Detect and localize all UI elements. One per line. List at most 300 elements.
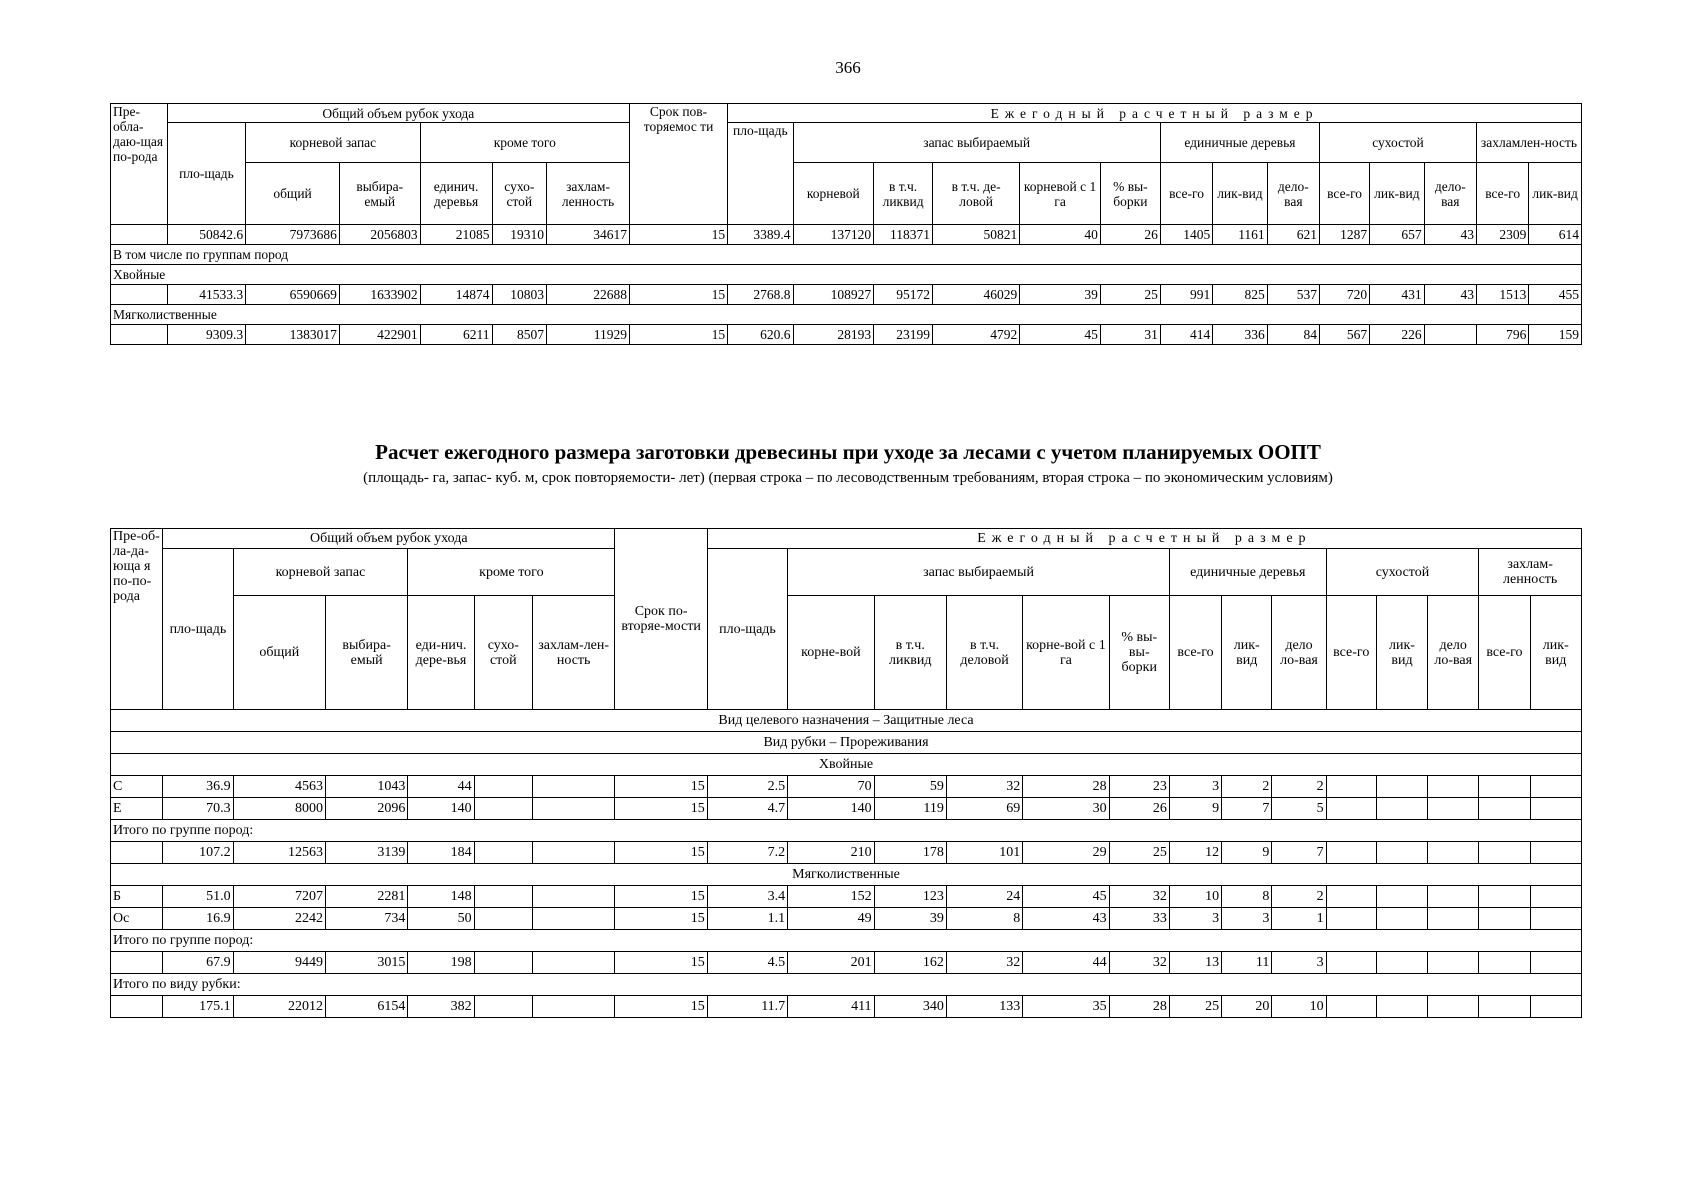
table-cell: 2056803 (339, 225, 420, 245)
table-cell: 4.5 (707, 952, 787, 974)
table-cell (1479, 776, 1530, 798)
table-cell: 2.5 (707, 776, 787, 798)
section-header-row (111, 732, 1582, 754)
table-cell (532, 996, 614, 1018)
table-cell: 133 (946, 996, 1022, 1018)
table-cell: 140 (408, 798, 474, 820)
table-cell: 26 (1109, 798, 1169, 820)
header-single-total: все-го (1160, 163, 1212, 225)
table-cell: С (111, 776, 163, 798)
table-row (111, 952, 1582, 974)
table-cell: 2281 (325, 886, 407, 908)
header-litter-volume: захлам-ленность (547, 163, 630, 225)
table-cell: 825 (1213, 285, 1268, 305)
table-cell (474, 952, 532, 974)
header-single: единич. деревья (420, 163, 492, 225)
table-cell: 28 (1109, 996, 1169, 1018)
table-cell: 118371 (874, 225, 933, 245)
table-cell: 25 (1169, 996, 1221, 1018)
table-cell: 22012 (233, 996, 325, 1018)
table-cell: 1287 (1320, 225, 1370, 245)
table-cell (1479, 886, 1530, 908)
table-cell: 84 (1267, 325, 1319, 345)
header-single-business: дело-вая (1267, 163, 1319, 225)
table-cell: 1513 (1476, 285, 1528, 305)
table-cell (474, 996, 532, 1018)
table-cell: 28 (1023, 776, 1109, 798)
header-root: корне-вой (788, 596, 874, 710)
header-dead-total: все-го (1326, 596, 1376, 710)
table-cell: 44 (1023, 952, 1109, 974)
table-cell: 6211 (420, 325, 492, 345)
table-cell: 8000 (233, 798, 325, 820)
table-cell (532, 776, 614, 798)
header-dead: сухо-стой (474, 596, 532, 710)
table-cell (111, 996, 163, 1018)
table-cell: 15 (615, 776, 707, 798)
table-row (111, 325, 1582, 345)
table-cell: 6590669 (246, 285, 340, 305)
table-cell: 2242 (233, 908, 325, 930)
table-cell: 12 (1169, 842, 1221, 864)
table-cell: 43 (1424, 225, 1476, 245)
table-cell: 198 (408, 952, 474, 974)
table-cell: 15 (615, 908, 707, 930)
table-row (111, 798, 1582, 820)
group-label-row (111, 265, 1582, 285)
table-cell: 13 (1169, 952, 1221, 974)
table-cell: 107.2 (163, 842, 233, 864)
header-litter-liquid: лик-вид (1530, 596, 1581, 710)
section-header-row (111, 710, 1582, 732)
header-percent-selection: % вы-вы-борки (1109, 596, 1169, 710)
header-root-per-ha: корне-вой с 1 га (1023, 596, 1109, 710)
table-cell: 15 (615, 798, 707, 820)
table-cell (1376, 776, 1427, 798)
table-cell: 620.6 (728, 325, 793, 345)
table-cell: 6154 (325, 996, 407, 1018)
group-label-row (111, 974, 1582, 996)
table-cell (474, 908, 532, 930)
header-litter: захламлен-ность (1476, 123, 1581, 163)
table-cell (1479, 798, 1530, 820)
section-header-row (111, 864, 1582, 886)
table-cell: 40 (1020, 225, 1101, 245)
table-cell (532, 886, 614, 908)
table-cell: 1.1 (707, 908, 787, 930)
table-cell: 45 (1020, 325, 1101, 345)
table-cell: 25 (1109, 842, 1169, 864)
header-annual-area: пло-щадь (707, 549, 787, 710)
table-cell: 3 (1169, 776, 1221, 798)
table-cell: 422901 (339, 325, 420, 345)
table-cell (111, 842, 163, 864)
table-cell: 15 (615, 842, 707, 864)
group-label: Итого по виду рубки: (111, 974, 1582, 996)
table-cell: 178 (874, 842, 946, 864)
header-single-business: дело ло-вая (1272, 596, 1326, 710)
table-cell: Б (111, 886, 163, 908)
table-cell: 5 (1272, 798, 1326, 820)
table-cell: 15 (629, 285, 727, 305)
table-cell: 12563 (233, 842, 325, 864)
table-cell: 2 (1272, 776, 1326, 798)
header-percent-selection: % вы-борки (1100, 163, 1160, 225)
table-cell (1530, 776, 1581, 798)
table-cell: 15 (629, 325, 727, 345)
section-header: Мягколиственные (111, 864, 1582, 886)
table-cell: 796 (1476, 325, 1528, 345)
header-total-volume: Общий объем рубок ухода (167, 104, 629, 123)
table-cell: 119 (874, 798, 946, 820)
table-cell: 41533.3 (167, 285, 245, 305)
page-title: Расчет ежегодного размера заготовки древесины при уходе за лесами с учетом планируемых ООПТ (375, 440, 1321, 464)
table-cell: 3.4 (707, 886, 787, 908)
header-repeat-period: Срок по-вторяе-мости (615, 529, 707, 710)
table-cell: 3 (1169, 908, 1221, 930)
table-cell: 8507 (492, 325, 547, 345)
table-cell: 28193 (793, 325, 874, 345)
table-cell: 1383017 (246, 325, 340, 345)
felling-calculation-table (110, 528, 1582, 1018)
table-cell: 101 (946, 842, 1022, 864)
table-cell: 44 (408, 776, 474, 798)
table-cell (1530, 842, 1581, 864)
table-cell: 11 (1222, 952, 1272, 974)
table-cell: 3 (1272, 952, 1326, 974)
table-cell: 226 (1370, 325, 1425, 345)
table-cell: 32 (946, 952, 1022, 974)
header-root-stock: корневой запас (246, 123, 420, 163)
table-cell: 175.1 (163, 996, 233, 1018)
table-cell (1479, 908, 1530, 930)
header-general: общий (233, 596, 325, 710)
header-besides: кроме того (420, 123, 629, 163)
table-cell (1376, 842, 1427, 864)
table-cell: 2309 (1476, 225, 1528, 245)
header-dead-business: дело ло-вая (1428, 596, 1479, 710)
table-cell: 567 (1320, 325, 1370, 345)
table-cell: 7.2 (707, 842, 787, 864)
table-cell: 32 (946, 776, 1022, 798)
table-cell: 36.9 (163, 776, 233, 798)
table-cell: 3 (1222, 908, 1272, 930)
table-cell: 1 (1272, 908, 1326, 930)
table-cell: 23 (1109, 776, 1169, 798)
header-single-liquid: лик-вид (1213, 163, 1268, 225)
table-cell (1428, 886, 1479, 908)
table-cell (1479, 996, 1530, 1018)
table-cell: 32 (1109, 886, 1169, 908)
page-number: 366 (835, 58, 861, 77)
table-cell: 15 (629, 225, 727, 245)
table-cell (1326, 996, 1376, 1018)
table-cell (1479, 952, 1530, 974)
table-row (111, 886, 1582, 908)
table-row (111, 225, 1582, 245)
table-cell (111, 225, 168, 245)
table-cell: 537 (1267, 285, 1319, 305)
table-cell: 22688 (547, 285, 630, 305)
table-cell (1479, 842, 1530, 864)
table-cell (474, 798, 532, 820)
header-single-total: все-го (1169, 596, 1221, 710)
header-litter: захлам-ленность (1479, 549, 1582, 596)
header-stock-selected: запас выбираемый (793, 123, 1160, 163)
table-cell (1326, 842, 1376, 864)
table-cell (1530, 908, 1581, 930)
table-cell: 184 (408, 842, 474, 864)
group-label: Хвойные (111, 265, 1582, 285)
table-cell: 14874 (420, 285, 492, 305)
table-cell (1326, 952, 1376, 974)
section-header-row (111, 754, 1582, 776)
table-cell: 20 (1222, 996, 1272, 1018)
table-cell: 32 (1109, 952, 1169, 974)
header-area: пло-щадь (163, 549, 233, 710)
table-cell: 39 (874, 908, 946, 930)
table-cell: 162 (874, 952, 946, 974)
table-cell: 9449 (233, 952, 325, 974)
table-cell: 734 (325, 908, 407, 930)
table-cell (1428, 952, 1479, 974)
group-label-row (111, 305, 1582, 325)
table-cell: 50 (408, 908, 474, 930)
header-repeat-period: Срок пов-торяемос ти (629, 104, 727, 225)
table-cell: 140 (788, 798, 874, 820)
table-cell (532, 798, 614, 820)
header-dead-total: все-го (1320, 163, 1370, 225)
table-cell: 4792 (933, 325, 1020, 345)
table-cell (1326, 798, 1376, 820)
table-cell (1530, 996, 1581, 1018)
header-dead-wood: сухостой (1326, 549, 1479, 596)
table-cell (1376, 886, 1427, 908)
table-cell (1530, 952, 1581, 974)
table-cell (1326, 776, 1376, 798)
group-label-row (111, 245, 1582, 265)
table-cell: 25 (1100, 285, 1160, 305)
table-cell: 50842.6 (167, 225, 245, 245)
felling-summary-table (110, 103, 1582, 345)
table-cell: 1161 (1213, 225, 1268, 245)
table-cell: 2096 (325, 798, 407, 820)
header-annual-size: Ежегодный расчетный размер (728, 104, 1582, 123)
table-cell (111, 285, 168, 305)
header-business: в т.ч. деловой (946, 596, 1022, 710)
header-predominant-species: Пре-об-ла-да-юща я по-по-рода (111, 529, 163, 710)
group-label: Итого по группе пород: (111, 930, 1582, 952)
table-cell: 31 (1100, 325, 1160, 345)
table-row (111, 776, 1582, 798)
table-cell: 720 (1320, 285, 1370, 305)
table-cell: 49 (788, 908, 874, 930)
table-cell: 7973686 (246, 225, 340, 245)
table-cell (1530, 886, 1581, 908)
header-root-stock: корневой запас (233, 549, 408, 596)
table-cell (1376, 908, 1427, 930)
header-selected: выбира-емый (339, 163, 420, 225)
table-row (111, 908, 1582, 930)
table-cell (1428, 842, 1479, 864)
table-row (111, 996, 1582, 1018)
table-cell (1428, 776, 1479, 798)
table-cell: 1043 (325, 776, 407, 798)
header-total-volume: Общий объем рубок ухода (163, 529, 615, 549)
header-litter-total: все-го (1479, 596, 1530, 710)
table-cell: 159 (1529, 325, 1582, 345)
header-dead-business: дело-вая (1424, 163, 1476, 225)
table-cell: 35 (1023, 996, 1109, 1018)
table-cell: 10 (1272, 996, 1326, 1018)
table-cell: 21085 (420, 225, 492, 245)
table-cell: 7 (1222, 798, 1272, 820)
table-cell: 382 (408, 996, 474, 1018)
table-cell: 11.7 (707, 996, 787, 1018)
table-cell: 39 (1020, 285, 1101, 305)
table-cell (1530, 798, 1581, 820)
table-cell (532, 842, 614, 864)
table-cell: 3015 (325, 952, 407, 974)
table-cell: 614 (1529, 225, 1582, 245)
table-cell: 8 (1222, 886, 1272, 908)
table-cell (1428, 996, 1479, 1018)
table-cell: 8 (946, 908, 1022, 930)
table-cell: 95172 (874, 285, 933, 305)
table-cell: 7207 (233, 886, 325, 908)
table-cell (532, 952, 614, 974)
table-cell: 991 (1160, 285, 1212, 305)
table-cell (1428, 908, 1479, 930)
page-subtitle: (площадь- га, запас- куб. м, срок повторяемости- лет) (первая строка – по лесоводственным требованиям, вторая строка – по экономическим условиям) (363, 470, 1333, 486)
header-annual-size: Ежегодный расчетный размер (707, 529, 1581, 549)
table-cell (474, 842, 532, 864)
table-cell: 43 (1023, 908, 1109, 930)
header-dead-wood: сухостой (1320, 123, 1477, 163)
header-litter-total: все-го (1476, 163, 1528, 225)
table-cell: 11929 (547, 325, 630, 345)
table-cell: 137120 (793, 225, 874, 245)
table-cell (474, 776, 532, 798)
table-cell: 108927 (793, 285, 874, 305)
table-cell: 2 (1222, 776, 1272, 798)
table-cell: 9309.3 (167, 325, 245, 345)
header-litter-volume: захлам-лен-ность (532, 596, 614, 710)
table-cell: 23199 (874, 325, 933, 345)
section-header: Хвойные (111, 754, 1582, 776)
header-root-per-ha: корневой с 1 га (1020, 163, 1101, 225)
header-single-liquid: лик-вид (1222, 596, 1272, 710)
table-cell: 50821 (933, 225, 1020, 245)
table-cell: 24 (946, 886, 1022, 908)
table-cell: 15 (615, 952, 707, 974)
table-cell: 414 (1160, 325, 1212, 345)
header-general: общий (246, 163, 340, 225)
table-cell (532, 908, 614, 930)
table-cell: 621 (1267, 225, 1319, 245)
table-cell (474, 886, 532, 908)
table-cell: 123 (874, 886, 946, 908)
table-cell (1326, 908, 1376, 930)
table-cell: 34617 (547, 225, 630, 245)
table-cell: 411 (788, 996, 874, 1018)
header-single-trees: единичные деревья (1160, 123, 1319, 163)
table-cell: 3139 (325, 842, 407, 864)
table-cell: 67.9 (163, 952, 233, 974)
group-label: Мягколиственные (111, 305, 1582, 325)
table-cell: Ос (111, 908, 163, 930)
table-cell: 59 (874, 776, 946, 798)
table-cell: 15 (615, 886, 707, 908)
table-cell: 70.3 (163, 798, 233, 820)
table-cell: 30 (1023, 798, 1109, 820)
table-cell: 4563 (233, 776, 325, 798)
header-dead-liquid: лик-вид (1376, 596, 1427, 710)
group-label: Итого по группе пород: (111, 820, 1582, 842)
section-header: Вид рубки – Прореживания (111, 732, 1582, 754)
table-cell (1376, 996, 1427, 1018)
table-cell (1326, 886, 1376, 908)
table-cell: 431 (1370, 285, 1425, 305)
table-cell: 10803 (492, 285, 547, 305)
table-cell: 10 (1169, 886, 1221, 908)
header-dead-liquid: лик-вид (1370, 163, 1425, 225)
group-label-row (111, 820, 1582, 842)
section-header: Вид целевого назначения – Защитные леса (111, 710, 1582, 732)
table-cell (111, 952, 163, 974)
table-cell: 3389.4 (728, 225, 793, 245)
table-cell: 2768.8 (728, 285, 793, 305)
table-row (111, 842, 1582, 864)
header-single-trees: единичные деревья (1169, 549, 1326, 596)
table-cell: 45 (1023, 886, 1109, 908)
header-area: пло-щадь (167, 123, 245, 225)
table-cell: 657 (1370, 225, 1425, 245)
header-dead: сухо-стой (492, 163, 547, 225)
header-stock-selected: запас выбираемый (788, 549, 1170, 596)
table-cell: 19310 (492, 225, 547, 245)
table-cell: 70 (788, 776, 874, 798)
table-cell: 340 (874, 996, 946, 1018)
table-cell: 43 (1424, 285, 1476, 305)
header-liquid: в т.ч. ликвид (874, 596, 946, 710)
table-cell: 2 (1272, 886, 1326, 908)
table-cell: 9 (1222, 842, 1272, 864)
table-cell: 7 (1272, 842, 1326, 864)
table-cell: 51.0 (163, 886, 233, 908)
table-cell: 336 (1213, 325, 1268, 345)
table-cell: 201 (788, 952, 874, 974)
header-business: в т.ч. де-ловой (933, 163, 1020, 225)
table-cell: Е (111, 798, 163, 820)
table-cell: 210 (788, 842, 874, 864)
table-cell: 16.9 (163, 908, 233, 930)
header-selected: выбира-емый (325, 596, 407, 710)
table-cell (1424, 325, 1476, 345)
table-cell (1428, 798, 1479, 820)
table-cell: 1405 (1160, 225, 1212, 245)
header-root: корневой (793, 163, 874, 225)
table-cell: 152 (788, 886, 874, 908)
header-litter-liquid: лик-вид (1529, 163, 1582, 225)
table-cell: 29 (1023, 842, 1109, 864)
table-cell: 148 (408, 886, 474, 908)
header-annual-area: пло-щадь (728, 123, 793, 225)
table-cell: 1633902 (339, 285, 420, 305)
table-cell: 15 (615, 996, 707, 1018)
header-predominant-species: Пре-обла-даю-щая по-рода (111, 104, 168, 225)
table-cell: 69 (946, 798, 1022, 820)
